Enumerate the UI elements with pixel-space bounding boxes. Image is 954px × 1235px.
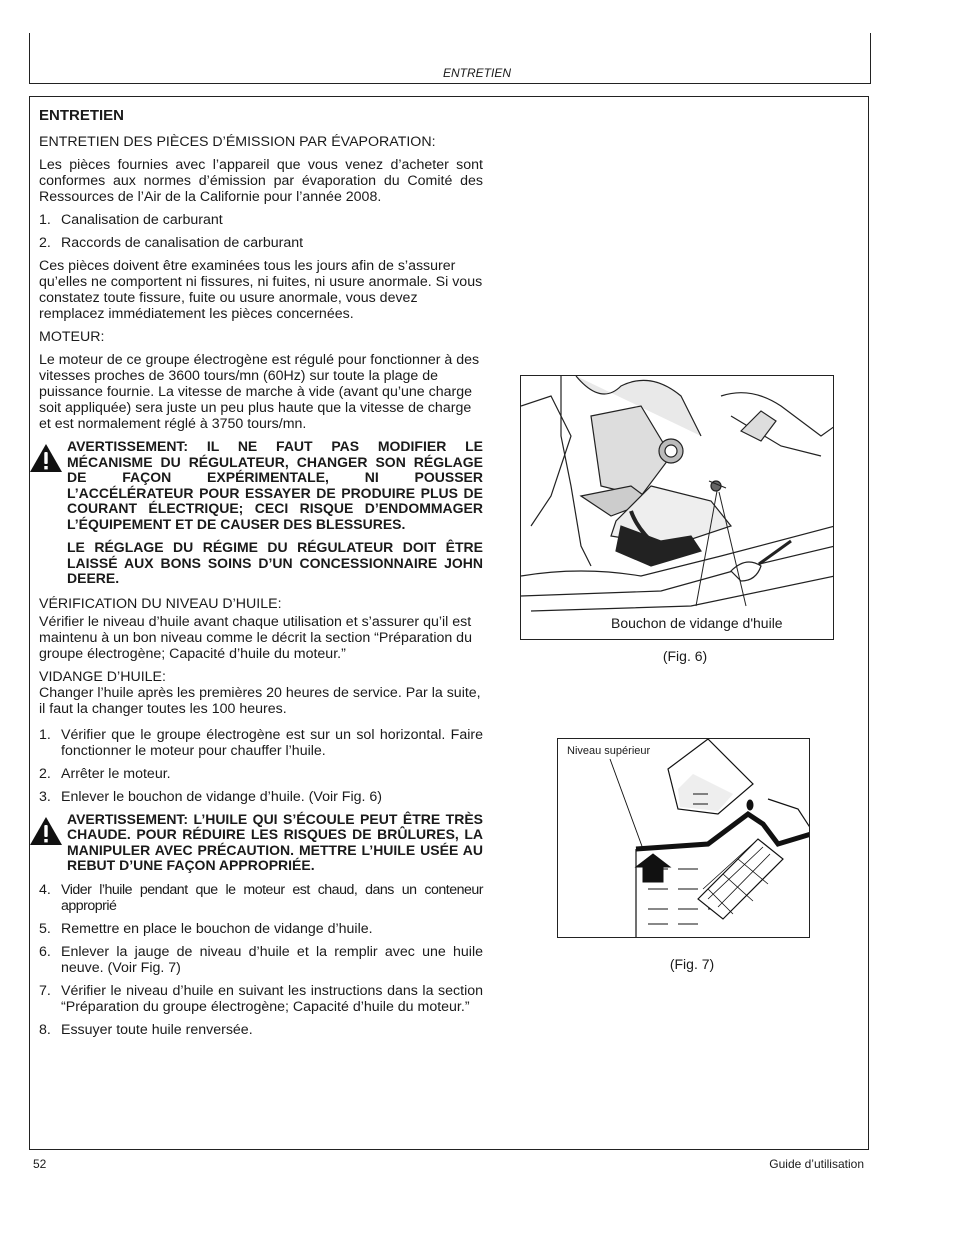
governor-note: LE RÉGLAGE DU RÉGIME DU RÉGULATEUR DOIT ÊTRE LAISSÉ AUX BONS SOINS D’UN CONCESSIONNAIRE JOHN DEERE. [67, 539, 483, 586]
item-text: Essuyer toute huile renversée. [61, 1021, 253, 1038]
oil-check-paragraph: Vérifier le niveau d’huile avant chaque utilisation et s’assurer qu’il est maintenu à un bon niveau comme le décrit la section “Préparation du groupe électrogène; Capacité d’huile du moteur.” [39, 613, 472, 662]
item-text: Vider l’huile pendant que le moteur est chaud, dans un conteneur approprié [61, 881, 483, 914]
item-text: Remettre en place le bouchon de vidange d’huile. [61, 920, 373, 937]
figure-7-oil-level [557, 738, 810, 938]
list-item [39, 789, 483, 805]
evap-heading: ENTRETIEN DES PIÈCES D’ÉMISSION PAR ÉVAPORATION: [39, 134, 436, 150]
list-item [39, 727, 483, 759]
list-item [39, 921, 483, 937]
oil-change-heading: VIDANGE D’HUILE: [39, 668, 166, 685]
engine-heading: MOTEUR: [39, 329, 105, 345]
item-text: Vérifier que le groupe électrogène est sur un sol horizontal. Faire fonctionner le moteur pour chauffer l’huile. [61, 726, 483, 759]
item-number: 5. [39, 920, 51, 937]
list-item [39, 944, 483, 976]
oil-steps-b [39, 882, 483, 1038]
warning-text: AVERTISSEMENT: L’HUILE QUI S’ÉCOULE PEUT ÊTRE TRÈS CHAUDE. POUR RÉDUIRE LES RISQUES DE BRÛLURES, LA MANIPULER AVEC PRÉCAUTION. METTRE L’HUILE USÉE AU REBUT D’UNE FAÇON APPROPRIÉE. [67, 810, 483, 873]
list-item [39, 212, 483, 228]
item-number: 8. [39, 1021, 51, 1038]
item-text: Raccords de canalisation de carburant [61, 235, 304, 251]
drain-plug-label: Bouchon de vidange d'huile [611, 615, 783, 631]
item-number: 7. [39, 982, 51, 999]
page-number: 52 [33, 1157, 47, 1171]
running-title: ENTRETIEN [442, 66, 511, 80]
section-title: ENTRETIEN [39, 107, 125, 124]
figure-6-caption: (Fig. 6) [662, 648, 708, 664]
engine-paragraph: Le moteur de ce groupe électrogène est régulé pour fonctionner à des vitesses proches de 3600 tours/mn (60Hz) sur toute la plage de puissance fournie. La vitesse de marche à vide (avant qu’une charge soit appliquée) sera juste un peu plus haute que la vitesse de charge et est normalement réglé à 3750 tours/mn. [39, 352, 480, 432]
upper-level-label: Niveau supérieur [567, 745, 651, 757]
evap-paragraph: Les pièces fournies avec l’appareil que vous venez d’acheter sont conformes aux normes d’émission par évaporation du Comité des Ressources de l’Air de la Californie pour l’année 2008. [39, 157, 483, 205]
item-number: 4. [39, 881, 51, 898]
list-item [39, 235, 483, 251]
oil-check-heading: VÉRIFICATION DU NIVEAU D’HUILE: [39, 595, 282, 612]
list-item [39, 882, 483, 914]
footer-guide-title: Guide d’utilisation [769, 1157, 864, 1171]
item-text: Arrêter le moteur. [61, 765, 171, 782]
evap-paragraph-2: Ces pièces doivent être examinées tous les jours afin de s’assurer qu’elles ne comportent ni fissures, ni fuites, ni usure anormale. Si vous constatez toute fissure, fuite ou usure anormale, vous devez remplacez immédiatement les pièces concernées. [39, 258, 483, 322]
oil-fill-illustration [558, 739, 810, 938]
oil-steps-a [39, 727, 483, 805]
item-number: 6. [39, 943, 51, 960]
item-number: 2. [39, 765, 51, 782]
evap-list [39, 212, 483, 251]
figure-7-caption: (Fig. 7) [669, 956, 715, 972]
engine-drain-illustration [521, 376, 834, 640]
item-number: 2. [39, 235, 51, 251]
item-text: Enlever la jauge de niveau d’huile et la remplir avec une huile neuve. (Voir Fig. 7) [61, 943, 483, 976]
item-number: 1. [39, 212, 51, 228]
warning-icon [29, 816, 63, 846]
list-item [39, 1022, 483, 1038]
text-column [39, 108, 483, 1045]
item-number: 3. [39, 788, 51, 805]
figure-6-drain-plug [520, 375, 834, 640]
item-text: Enlever le bouchon de vidange d’huile. (Voir Fig. 6) [61, 788, 382, 805]
oil-change-paragraph: Changer l’huile après les premières 20 heures de service. Par la suite, il faut la changer toutes les 100 heures. [39, 684, 481, 717]
warning-governor [39, 439, 483, 532]
warning-icon [29, 443, 63, 473]
item-text: Canalisation de carburant [61, 212, 223, 228]
item-number: 1. [39, 726, 51, 743]
warning-text: AVERTISSEMENT: IL NE FAUT PAS MODIFIER LE MÉCANISME DU RÉGULATEUR, CHANGER SON RÉGLAGE DE FAÇON EXPÉRIMENTALE, NI POUSSER L’ACCÉLÉRATEUR POUR ESSAYER DE PRODUIRE PLUS DE COURANT ÉLECTRIQUE; CECI RISQUE D’ENDOMMAGER L’ÉQUIPEMENT ET DE CAUSER DES BLESSURES. [67, 438, 483, 532]
list-item [39, 983, 483, 1015]
list-item [39, 766, 483, 782]
warning-hot-oil [39, 812, 483, 874]
item-text: Vérifier le niveau d’huile en suivant les instructions dans la section “Préparation du groupe électrogène; Capacité d’huile du moteur.” [61, 982, 483, 1015]
